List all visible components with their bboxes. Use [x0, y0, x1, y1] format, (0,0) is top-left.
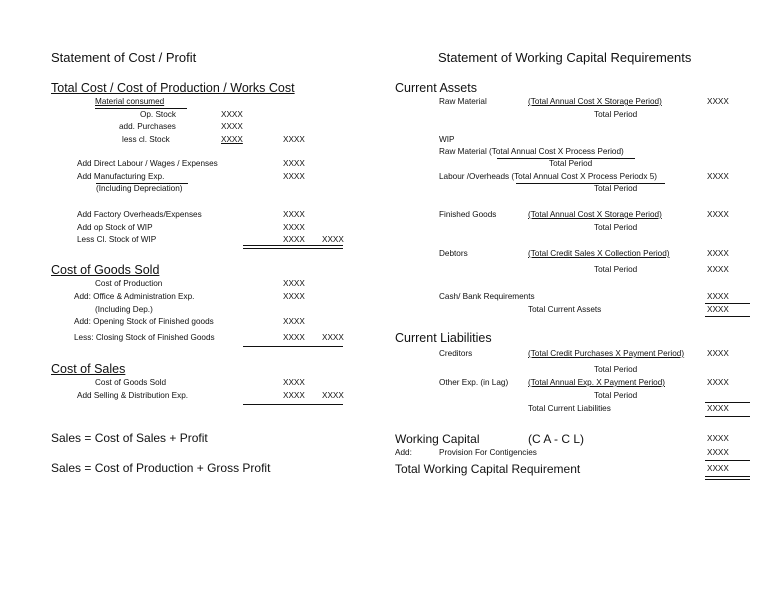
debtors-total-value: XXXX: [707, 265, 729, 274]
cost-of-production-value: XXXX: [283, 279, 305, 288]
total-current-liabilities-value: XXXX: [707, 404, 729, 413]
factory-oh-value: XXXX: [283, 210, 305, 219]
debtors-formula: (Total Credit Sales X Collection Period): [528, 249, 670, 258]
op-wip-value: XXXX: [283, 223, 305, 232]
finished-goods-label: Finished Goods: [439, 210, 497, 219]
cop-heading: Total Cost / Cost of Production / Works Cost: [51, 81, 295, 95]
debtors-label: Debtors: [439, 249, 468, 258]
wc-formula: (C A - C L): [528, 432, 585, 446]
add-label: Add:: [395, 448, 412, 457]
finished-goods-formula: (Total Annual Cost X Storage Period): [528, 210, 662, 219]
working-capital-label: Working Capital: [395, 432, 480, 446]
cogs-heading: Cost of Goods Sold: [51, 263, 160, 277]
other-exp-total-period: Total Period: [594, 391, 638, 400]
other-exp-label: Other Exp. (in Lag): [439, 378, 509, 387]
cos-cogs-label: Cost of Goods Sold: [95, 378, 166, 387]
factory-oh-label: Add Factory Overheads/Expenses: [77, 210, 202, 219]
selling-dist-value: XXXX: [283, 391, 305, 400]
op-stock-value: XXXX: [221, 110, 243, 119]
working-capital-value: XXXX: [707, 434, 729, 443]
finished-goods-value: XXXX: [707, 210, 729, 219]
finished-goods-total-period: Total Period: [594, 223, 638, 232]
cogs-total-rule: [243, 346, 343, 347]
raw-material-label: Raw Material: [439, 97, 487, 106]
debtors-total-period: Total Period: [594, 265, 638, 274]
total-cl-top-rule: [705, 402, 750, 403]
labour-total-period: Total Period: [594, 184, 638, 193]
wip-value: XXXX: [707, 172, 729, 181]
other-exp-formula: (Total Annual Exp. X Payment Period): [528, 378, 665, 387]
debtors-value: XXXX: [707, 249, 729, 258]
cos-total-value: XXXX: [322, 391, 344, 400]
cop-total-rule: [243, 245, 343, 249]
cogs-total-value: XXXX: [322, 333, 344, 342]
op-stock-label: Op. Stock: [140, 110, 176, 119]
creditors-value: XXXX: [707, 349, 729, 358]
cos-heading: Cost of Sales: [51, 362, 126, 376]
creditors-total-period: Total Period: [594, 365, 638, 374]
material-consumed-rule: [95, 108, 187, 109]
cash-bank-value: XXXX: [707, 292, 729, 301]
op-wip-label: Add op Stock of WIP: [77, 223, 153, 232]
cos-total-rule: [243, 404, 343, 405]
add-purchases-value: XXXX: [221, 122, 243, 131]
creditors-formula: (Total Credit Purchases X Payment Period): [528, 349, 685, 358]
provision-label: Provision For Contigencies: [439, 448, 537, 457]
total-wc-rule: [705, 476, 750, 480]
material-consumed-value: XXXX: [283, 135, 305, 144]
total-current-assets-rule: [705, 316, 750, 317]
wip-label: WIP: [439, 135, 455, 144]
labour-overheads-label: Labour /Overheads (Total Annual Cost X Process Periodx 5): [439, 172, 657, 181]
less-cl-stock-label: less cl. Stock: [122, 135, 170, 144]
add-purchases-label: add. Purchases: [119, 122, 176, 131]
current-liabilities-heading: Current Liabilities: [395, 331, 492, 345]
direct-labour-label: Add Direct Labour / Wages / Expenses: [77, 159, 218, 168]
total-cl-bottom-rule: [705, 416, 750, 417]
cost-of-production-label: Cost of Production: [95, 279, 163, 288]
raw-material-total-period: Total Period: [594, 110, 638, 119]
provision-rule: [705, 460, 750, 461]
cash-bank-rule: [705, 303, 750, 304]
current-assets-heading: Current Assets: [395, 81, 477, 95]
cop-total-value: XXXX: [322, 235, 344, 244]
left-title: Statement of Cost / Profit: [51, 50, 197, 65]
opening-fg-label: Add: Opening Stock of Finished goods: [74, 317, 214, 326]
mfg-exp-value: XXXX: [283, 172, 305, 181]
creditors-label: Creditors: [439, 349, 473, 358]
incl-dep-label: (Including Dep.): [95, 305, 153, 314]
provision-value: XXXX: [707, 448, 729, 457]
cos-cogs-value: XXXX: [283, 378, 305, 387]
formula-sales-profit: Sales = Cost of Sales + Profit: [51, 431, 208, 445]
right-title: Statement of Working Capital Requirements: [438, 50, 692, 65]
closing-fg-value: XXXX: [283, 333, 305, 342]
mfg-exp-rule: [96, 183, 188, 184]
cl-wip-label: Less Cl. Stock of WIP: [77, 235, 157, 244]
wip-raw-material-total-period: Total Period: [549, 159, 593, 168]
total-wc-label: Total Working Capital Requirement: [395, 462, 581, 476]
total-current-assets-label: Total Current Assets: [528, 305, 602, 314]
selling-dist-label: Add Selling & Distribution Exp.: [77, 391, 189, 400]
total-current-liabilities-label: Total Current Liabilities: [528, 404, 611, 413]
total-wc-value: XXXX: [707, 464, 729, 473]
total-current-assets-value: XXXX: [707, 305, 729, 314]
mfg-exp-label: Add Manufacturing Exp.: [77, 172, 165, 181]
labour-overheads-rule: [516, 183, 665, 184]
other-exp-value: XXXX: [707, 378, 729, 387]
opening-fg-value: XXXX: [283, 317, 305, 326]
less-cl-stock-value: XXXX: [221, 135, 243, 144]
cash-bank-label: Cash/ Bank Requirements: [439, 292, 535, 301]
cl-wip-value: XXXX: [283, 235, 305, 244]
material-consumed-label: Material consumed: [95, 97, 165, 106]
formula-sales-gross-profit: Sales = Cost of Production + Gross Profit: [51, 461, 271, 475]
office-admin-label: Add: Office & Administration Exp.: [74, 292, 195, 301]
wip-raw-material-label: Raw Material (Total Annual Cost X Process Period): [439, 147, 624, 156]
closing-fg-label: Less: Closing Stock of Finished Goods: [74, 333, 215, 342]
raw-material-value: XXXX: [707, 97, 729, 106]
raw-material-formula: (Total Annual Cost X Storage Period): [528, 97, 662, 106]
incl-depreciation-label: (Including Depreciation): [96, 184, 183, 193]
direct-labour-value: XXXX: [283, 159, 305, 168]
office-admin-value: XXXX: [283, 292, 305, 301]
